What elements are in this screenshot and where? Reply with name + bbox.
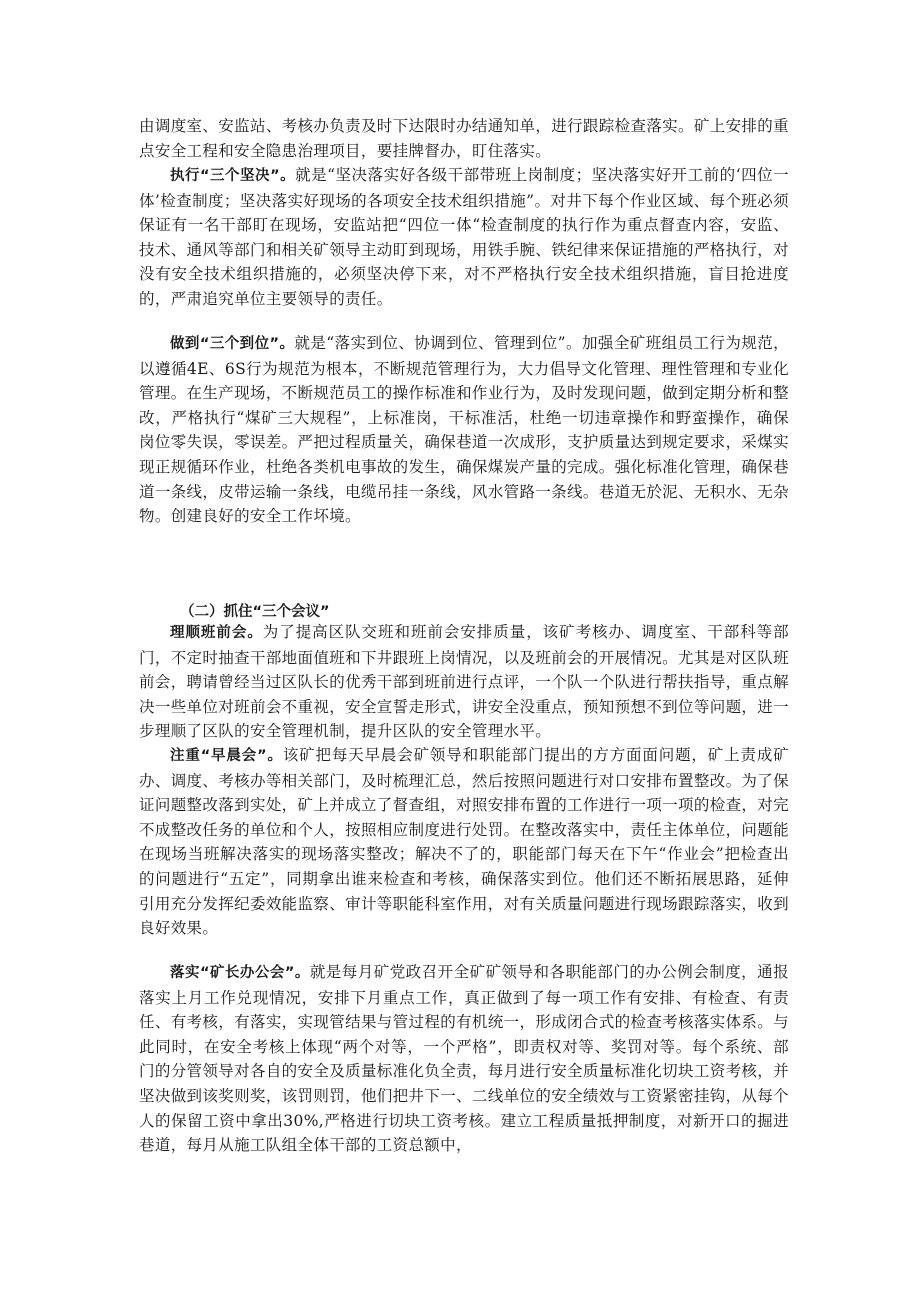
paragraph-6-lead: 落实“矿长办公会”。 <box>170 965 310 981</box>
paragraph-1-body: 由调度室、安监站、考核办负责及时下达限时办结通知单，进行跟踪检查落实。矿上安排的重点安全工程和安全隐患治理项目，要挂牌督办，盯住落实。 <box>139 117 789 160</box>
paragraph-4-body: 为了提高区队交班和班前会安排质量，该矿考核办、调度室、干部科等部门，不定时抽查干部地面值班和下井跟班上岗情况，以及班前会的开展情况。尤其是对区队班前会，聘请曾经当过区队长的优秀干部到班前进行点评，一个队一个队进行帮扶指导，重点解决一些单位对班前会不重视，安全宣誓走形式，讲安全没重点，预知预想不到位等问题，进一步理顺了区队的安全管理机制，提升区队的安全管理水平。 <box>139 623 789 741</box>
paragraph-6-body: 就是每月矿党政召开全矿矿领导和各职能部门的办公例会制度，通报落实上月工作兑现情况，安排下月重点工作，真正做到了每一项工作有安排、有检查、有责任、有考核，有落实，实现管结果与管过程的有机统一，形成闭合式的检查考核落实体系。与此同时，在安全考核上体现“两个对等，一个严格”，即责权对等、奖罚对等。每个系统、部门的分管领导对各自的安全及质量标准化负全责，每月进行安全质量标准化切块工资考核，并坚决做到该奖则奖，该罚则罚，他们把井下一、二线单位的安全绩效与工资紧密挂钩，从每个人的保留工资中拿出30%,严格进行切块工资考核。建立工程质量抵押制度，对新开口的掘进巷道，每月从施工队组全体干部的工资总额中， <box>139 963 789 1155</box>
paragraph-4-lead: 理顺班前会。 <box>170 625 263 641</box>
paragraph-5-body: 该矿把每天早晨会矿领导和职能部门提出的方方面面问题，矿上责成矿办、调度、考核办等相关部门，及时梳理汇总，然后按照问题进行对口安排布置整改。为了保证问题整改落到实处，矿上并成立了督查组，对照安排布置的工作进行一项一项的检查，对完不成整改任务的单位和个人，按照相应制度进行处罚。在整改落实中，责任主体单位，问题能在现场当班解决落实的现场落实整改；解决不了的，职能部门每天在下午“作业会”把检查出的问题进行“五定”，同期拿出谁来检查和考核，确保落实到位。他们还不断拓展思路，延伸引用充分发挥纪委效能监察、审计等职能科室作用，对有关质量问题进行现场跟踪落实，收到良好效果。 <box>139 746 790 938</box>
paragraph-6 <box>139 960 789 1158</box>
paragraph-3-body: 就是“落实到位、协调到位、管理到位”。加强全矿班组员工行为规范，以遵循4E、6S行为规范为根本，不断规范管理行为，大力倡导文化管理、理性管理和专业化管理。在生产现场，不断规范员工的操作标准和作业行为，及时发现问题，做到定期分析和整改，严格执行“煤矿三大规程”，上标准岗，干标准活，杜绝一切违章操作和野蛮操作，确保岗位零失误，零误差。严把过程质量关，确保巷道一次成形，支护质量达到规定要求，采煤实现正规循环作业，杜绝各类机电事故的发生，确保煤炭产量的完成。强化标准化管理，确保巷道一条线，皮带运输一条线，电缆吊挂一条线，风水管路一条线。巷道无於泥、无积水、无杂物。创建良好的安全工作坏境。 <box>139 334 789 526</box>
paragraph-1 <box>139 114 789 163</box>
paragraph-3-lead: 做到“三个到位”。 <box>170 336 295 352</box>
paragraph-5-lead: 注重“早晨会”。 <box>170 748 283 764</box>
paragraph-4 <box>139 620 789 744</box>
section-2-heading: （二）抓住“三个会议” <box>180 604 330 620</box>
paragraph-2-lead: 执行“三个坚决”。 <box>170 168 296 184</box>
paragraph-2-body: 就是“坚决落实好各级干部带班上岗制度；坚决落实好开工前的‘四位一体’检查制度；坚决落实好现场的各项安全技术组织措施”。对井下每个作业区域、每个班必须保证有一名干部盯在现场，安监站把“四位一体“检查制度的执行作为重点督查内容，安监、技术、通风等部门和相关矿领导主动盯到现场，用铁手腕、铁纪律来保证措施的严格执行，对没有安全技术组织措施的，必须坚决停下来，对不严格执行安全技术组织措施，盲目抢进度的，严肃追究单位主要领导的责任。 <box>139 166 789 308</box>
paragraph-2 <box>139 163 789 312</box>
paragraph-5 <box>139 743 789 941</box>
paragraph-3 <box>139 331 789 529</box>
